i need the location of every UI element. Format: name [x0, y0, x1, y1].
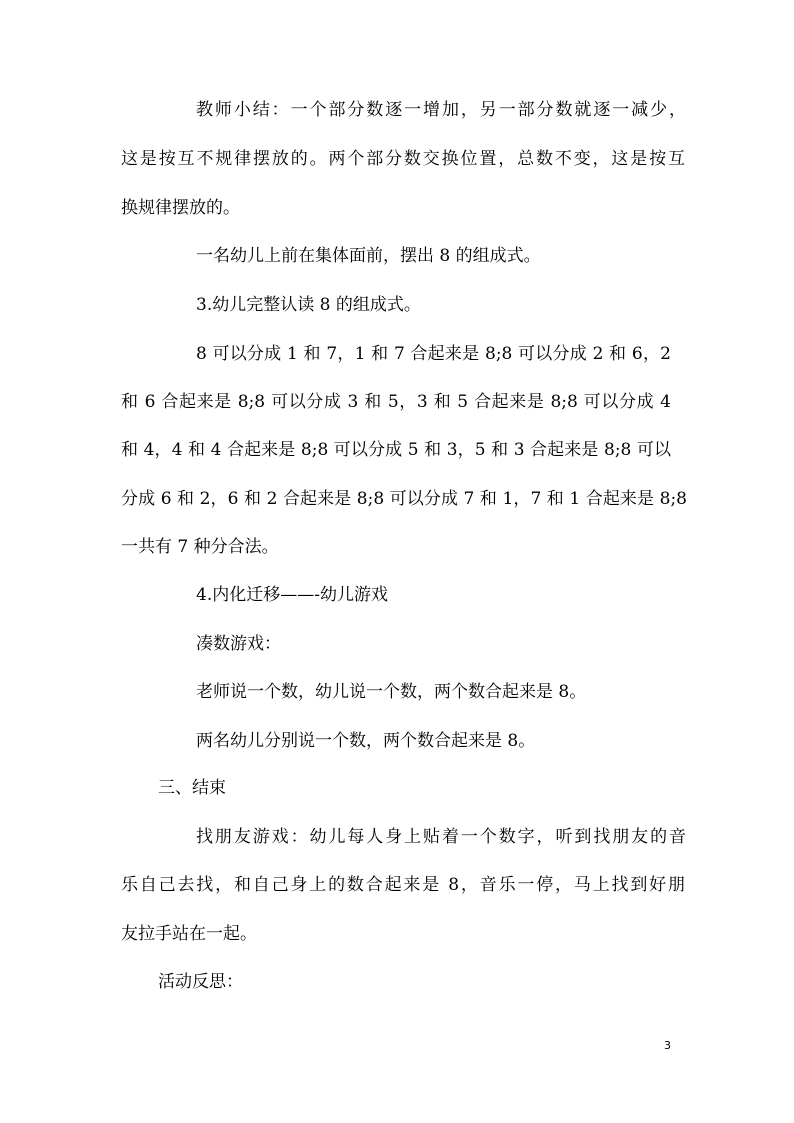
section-heading-end: 三、结束 [158, 778, 226, 798]
summary-line-2: 这是按互不规律摆放的。两个部分数交换位置，总数不变，这是按互 [121, 149, 685, 169]
composition-line-1: 8 可以分成 1 和 7，1 和 7 合起来是 8;8 可以分成 2 和 6，2 [196, 344, 671, 364]
composition-line-4: 分成 6 和 2，6 和 2 合起来是 8;8 可以分成 7 和 1，7 和 1 合起来是 8;8 [121, 489, 687, 509]
game-title: 凑数游戏： [196, 634, 281, 654]
composition-line-2: 和 6 合起来是 8;8 可以分成 3 和 5，3 和 5 合起来是 8;8 可以分成 4 [121, 392, 671, 412]
friend-game-line-2: 乐自己去找，和自己身上的数合起来是 8，音乐一停，马上找到好朋 [121, 875, 685, 895]
game-rule-2: 两名幼儿分别说一个数，两个数合起来是 8。 [196, 731, 536, 751]
reflection-heading: 活动反思： [158, 972, 243, 992]
page-number: 3 [664, 1039, 671, 1052]
demo-paragraph: 一名幼儿上前在集体面前，摆出 8 的组成式。 [196, 246, 541, 266]
summary-line-3: 换规律摆放的。 [121, 198, 240, 218]
friend-game-line-3: 友拉手站在一起。 [121, 924, 257, 944]
summary-line-1: 教师小结：一个部分数逐一增加，另一部分数就逐一减少， [196, 100, 686, 120]
friend-game-line-1: 找朋友游戏：幼儿每人身上贴着一个数字，听到找朋友的音 [196, 827, 686, 847]
step-3-heading: 3.幼儿完整认读 8 的组成式。 [196, 295, 421, 315]
composition-line-5: 一共有 7 种分合法。 [121, 537, 279, 557]
game-rule-1: 老师说一个数，幼儿说一个数，两个数合起来是 8。 [196, 682, 587, 702]
step-4-heading: 4.内化迁移——-幼儿游戏 [196, 585, 388, 605]
composition-line-3: 和 4，4 和 4 合起来是 8;8 可以分成 5 和 3，5 和 3 合起来是 8;8 可以 [121, 440, 671, 460]
